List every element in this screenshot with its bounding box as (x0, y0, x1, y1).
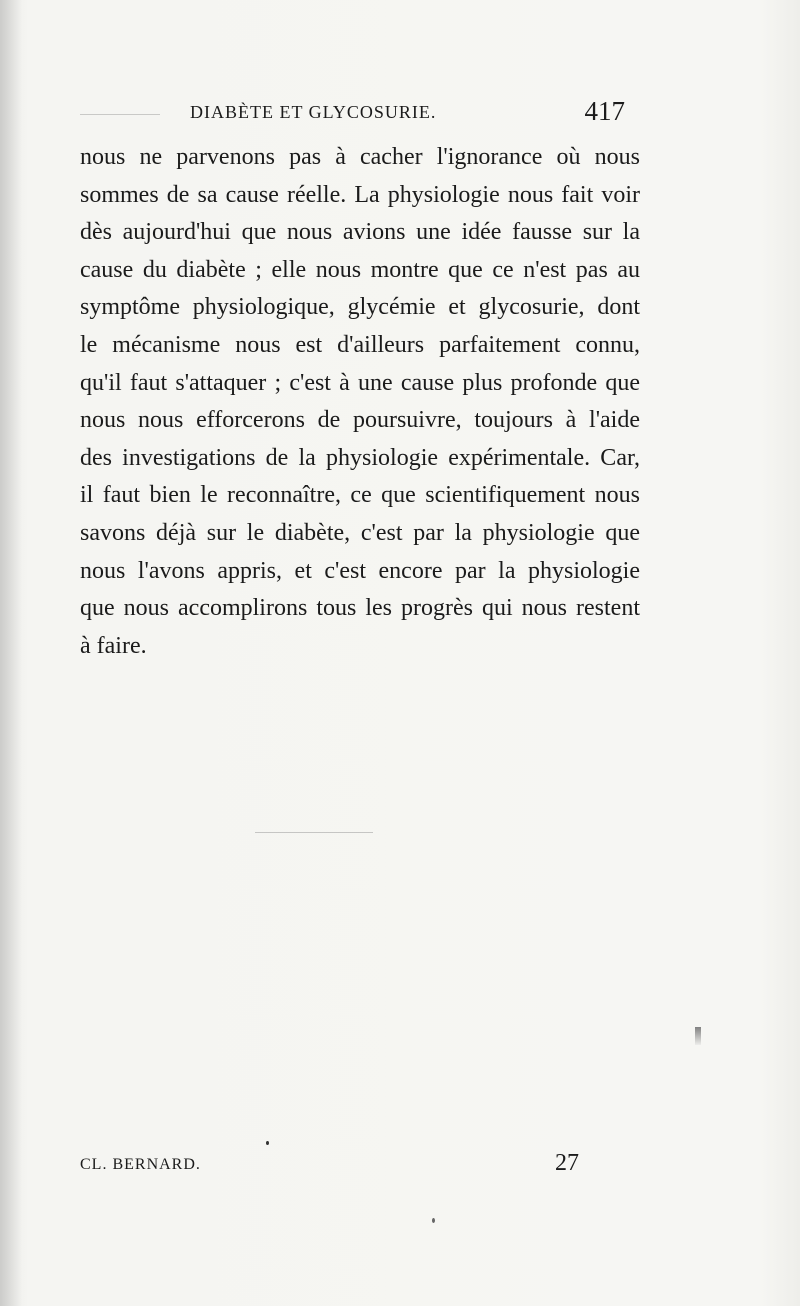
text-line: que nous accomplirons tous les progrès qui nous restent (80, 595, 640, 622)
scan-dot (266, 1141, 269, 1145)
text-line: qu'il faut s'attaquer ; c'est à une cause plus profonde que (80, 369, 640, 396)
faint-rule (255, 832, 373, 833)
text-line: savons déjà sur le diabète, c'est par la physiologie que (80, 519, 640, 546)
page-footer (80, 1150, 580, 1180)
text-line: nous ne parvenons pas à cacher l'ignorance où nous (80, 144, 640, 170)
text-line: il faut bien le reconnaître, ce que scientifiquement nous (80, 482, 640, 509)
author-mark: CL. BERNARD. (80, 1156, 201, 1173)
text-line: cause du diabète ; elle nous montre que ce n'est pas au (80, 256, 640, 283)
text-line: nous nous efforcerons de poursuivre, toujours à l'aide (80, 407, 640, 434)
running-head (80, 98, 625, 132)
scan-mark (695, 1027, 701, 1045)
page-number: 417 (584, 96, 625, 126)
text-line: symptôme physiologique, glycémie et glycosurie, dont (80, 294, 640, 321)
text-line: à faire. (80, 632, 147, 659)
scan-dot (432, 1218, 435, 1223)
text-line: sommes de sa cause réelle. La physiologie nous fait voir (80, 181, 640, 208)
text-line: dès aujourd'hui que nous avions une idée fausse sur la (80, 219, 640, 246)
head-rule (80, 114, 160, 115)
page-gutter-shadow (0, 0, 22, 1306)
text-line: des investigations de la physiologie expérimentale. Car, (80, 444, 640, 471)
signature-number: 27 (555, 1150, 579, 1176)
running-title: DIABÈTE ET GLYCOSURIE. (190, 102, 437, 122)
body-text (80, 139, 640, 665)
text-line: le mécanisme nous est d'ailleurs parfaitement connu, (80, 331, 640, 358)
text-line: nous l'avons appris, et c'est encore par la physiologie (80, 557, 640, 584)
